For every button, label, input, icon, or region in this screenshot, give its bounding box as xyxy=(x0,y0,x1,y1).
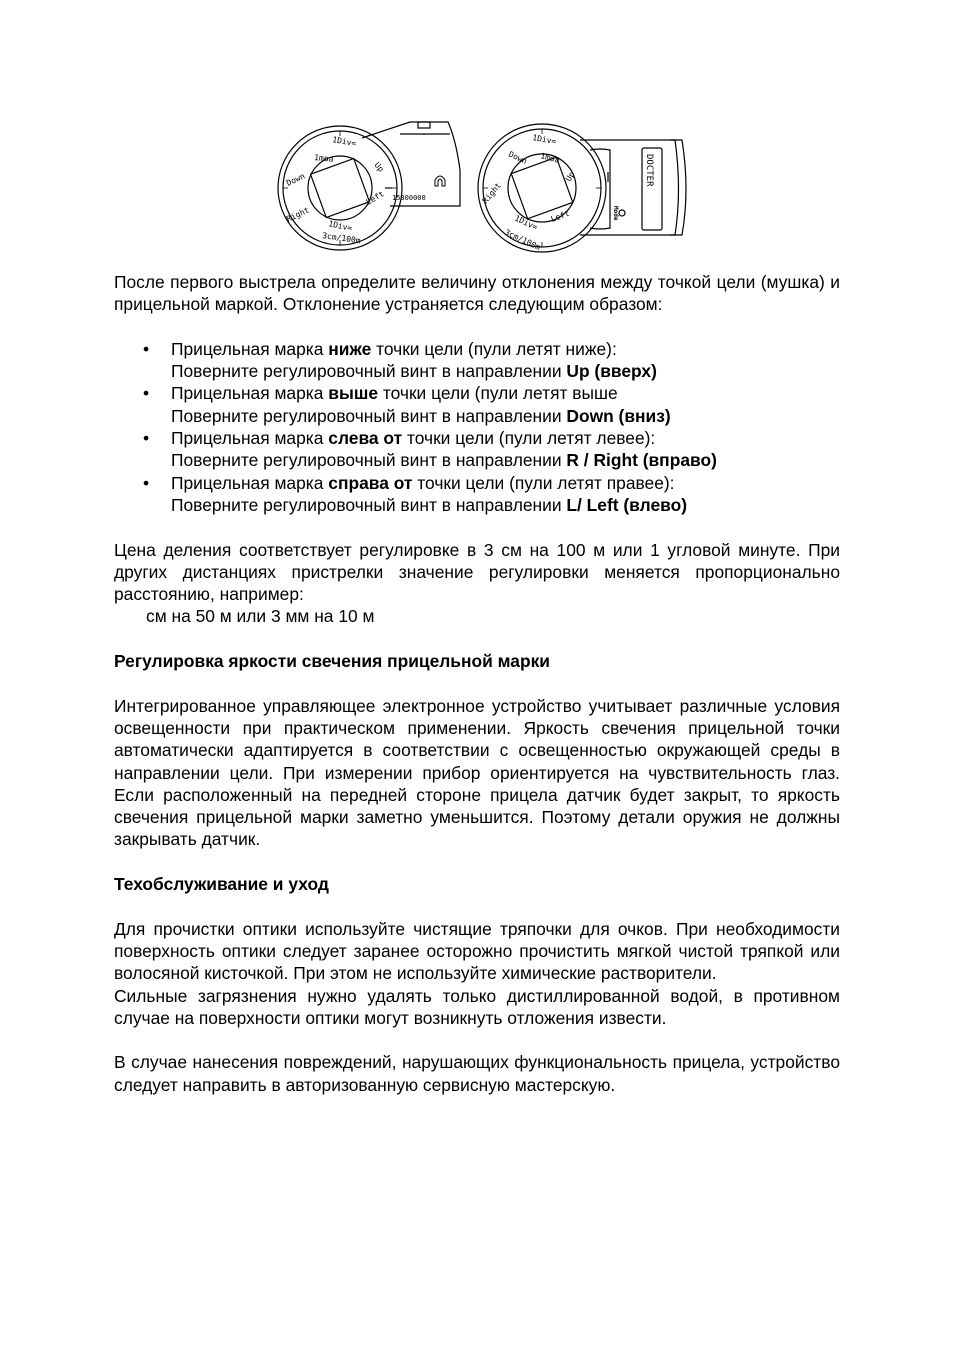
left-dial-left-label: Left xyxy=(364,189,386,207)
brightness-heading: Регулировка яркости свечения прицельной марки xyxy=(114,651,550,672)
right-dial-top-sub: 1moa xyxy=(539,151,561,165)
service-paragraph: В случае нанесения повреждений, нарушающих функциональность прицела, устройство следует направить в авторизованную сервисную мастерскую. xyxy=(114,1052,840,1095)
brightness-paragraph: Интегрированное управляющее электронное устройство учитывает различные условия освещенности при практическом применении. Яркость свечения прицельной точки автоматически адаптируется в соответствии с освещенностью окружающей среды в направлении цели. При измерении прибор ориентируется на чувствительность глаз. Если расположенный на передней стороне прицела датчик будет закрыт, то яркость свечения прицельной марки заметно уменьшится. Поэтому детали оружия не должны закрывать датчик. xyxy=(114,695,840,850)
maintenance-paragraph-1: Для прочистки оптики используйте чистящие тряпочки для очков. При необходимости поверхность оптики следует заранее осторожно прочистить мягкой чистой тряпкой или волосяной кисточкой. При этом не используйте химические растворители. xyxy=(114,918,840,984)
maintenance-paragraph-2: Сильные загрязнения нужно удалять только дистиллированной водой, в противном случае на поверхности оптики могут возникнуть отложения извести. xyxy=(114,985,840,1028)
left-dial-up-label: Up xyxy=(372,160,386,174)
list-item: • Прицельная марка ниже точки цели (пули летят ниже): Поверните регулировочный винт в направлении Up (вверх) xyxy=(114,338,840,383)
correction-list xyxy=(114,338,840,516)
left-dial-right-label: Right xyxy=(285,205,311,224)
intro-paragraph: После первого выстрела определите величину отклонения между точкой цели (мушка) и прицельной маркой. Отклонение устраняется следующим образом: xyxy=(114,272,840,315)
right-device-mode-label: Mode xyxy=(612,206,619,221)
list-item: • Прицельная марка выше точки цели (пули летят выше Поверните регулировочный винт в направлении Down (вниз) xyxy=(114,382,840,427)
left-dial-down-label: Down xyxy=(285,171,307,188)
left-dial-bottom-label: 1Div= xyxy=(327,219,354,233)
right-dial-top-label: 1Div= xyxy=(531,133,557,147)
list-item: • Прицельная марка слева от точки цели (пули летят левее): Поверните регулировочный винт в направлении R / Right (вправо) xyxy=(114,427,840,472)
right-dial-up-label: Up xyxy=(563,170,577,183)
division-paragraph: Цена деления соответствует регулировке в 3 см на 100 м или 1 угловой минуте. При других дистанциях пристрелки значение регулировки меняется пропорционально расстоянию, например: xyxy=(114,539,840,605)
right-dial-right-label: Right xyxy=(480,181,504,206)
right-dial-bottom-sub: 3cm/100m xyxy=(503,227,542,253)
left-dial-bottom-sub: 3cm/100m xyxy=(321,231,362,246)
right-dial-down-label: Down xyxy=(507,149,529,166)
adjustment-dial-illustration xyxy=(270,110,700,260)
left-dial-top-label: 1Div= xyxy=(331,135,357,149)
right-dial-left-label: Left xyxy=(549,208,571,224)
right-device-brand-logo: DOCTER xyxy=(644,154,654,187)
maintenance-heading: Техобслуживание и уход xyxy=(114,874,329,895)
left-dial-serial: 15800000 xyxy=(392,194,426,202)
right-dial-bottom-label: 1Div= xyxy=(513,213,539,232)
left-dial-top-sub: 1moa xyxy=(313,153,334,164)
list-item: • Прицельная марка справа от точки цели (пули летят правее): Поверните регулировочный винт в направлении L/ Left (влево) xyxy=(114,472,840,517)
division-example: см на 50 м или 3 мм на 10 м xyxy=(146,606,375,627)
document-body xyxy=(114,271,840,1096)
